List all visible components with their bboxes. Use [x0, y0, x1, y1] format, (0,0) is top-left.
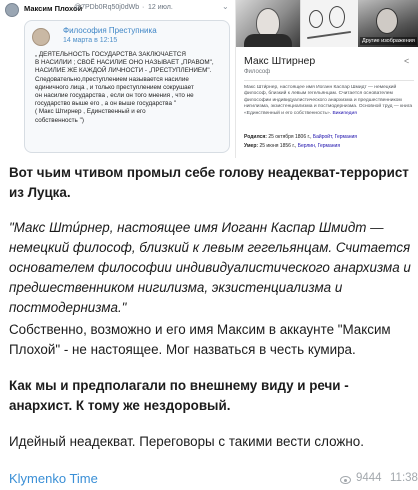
fact-link: Байройт, Германия [312, 134, 358, 140]
view-count: 9444 [356, 472, 382, 484]
tweet-embedded-post [24, 20, 230, 153]
portrait-photo [236, 0, 300, 47]
embed-channel-name: Философия Преступника [63, 26, 157, 35]
tweet-handle: @7PDb0Rq50j0dWb [74, 4, 140, 11]
post-paragraph-bold: Как мы и предполагали по внешнему виду и речи - анархист. К тому же нездоровый. [9, 378, 349, 413]
embed-quote-text: „ ДЕЯТЕЛЬНОСТЬ ГОСУДАРСТВА ЗАКЛЮЧАЕТСЯ В НАСИЛИИ ; СВОЁ НАСИЛИЕ ОНО НАЗЫВАЕТ „ПРАВОМ", НАСИЛИЕ ЖЕ КАЖДОЙ ЛИЧНОСТИ - „ПРЕСТУПЛЕНИЕМ". Следовательно,преступлением называется насилие единичного лица , и только преступлением сокрушает он насилие государства , если он того мнения , что не государство выше его , а он выше государства " ( Макс Штирнер , Единственный и его собственность ") [35, 51, 214, 124]
fact-born [244, 134, 357, 140]
panel-title: Макс Штирнер [244, 55, 316, 67]
fact-label: Родился: [244, 134, 267, 140]
channel-avatar [32, 28, 50, 46]
fact-value: 25 июня 1856 г., [259, 143, 297, 149]
post-paragraph: Идейный неадекват. Переговоры с такими вести сложно. [9, 434, 364, 449]
panel-description [244, 85, 414, 117]
post-headline: Вот чьим чтивом промыл себе голову неадекват-террорист из Луцка. [9, 165, 409, 200]
divider [244, 80, 414, 81]
post-time: 11:38 [390, 472, 418, 484]
tweet-date: 12 июл. [148, 4, 173, 11]
fact-value: 25 октября 1806 г., [268, 134, 312, 140]
more-images-label: Другие изображения [362, 38, 415, 44]
post-paragraph: Собственно, возможно и его имя Максим в аккаунте "Максим Плохой" - не настоящее. Мог назваться в честь кумира. [9, 322, 391, 357]
embed-quote [35, 51, 225, 125]
tweet-screenshot [0, 0, 236, 158]
post-image[interactable] [0, 0, 418, 158]
description-text: Макс Шти́рнер, настоящее имя Иоганн Каспар Шмидт — немецкий философ, близкий к левым гегельянцам. Считается основателем философии индивидуалистического анархизма и предшественником нигилизма, экзистенциализма и постмодернизма. Основной труд — книга «Единственный и его собственность». [244, 85, 413, 116]
chevron-down-icon: ⌄ [222, 2, 229, 11]
share-icon: < [404, 56, 410, 66]
sketch-image [300, 0, 358, 47]
eye-icon [340, 476, 351, 484]
fact-died [244, 143, 340, 149]
fact-link: Берлин, Германия [297, 143, 341, 149]
embed-date: 14 марта в 12:15 [63, 37, 118, 44]
channel-signature-link[interactable]: Klymenko Time [9, 471, 98, 486]
panel-subtitle: Философ [244, 69, 271, 75]
tweet-avatar [5, 3, 19, 17]
post-quote: "Макс Шти́рнер, настоящее имя Иоганн Каспар Шмидт — немецкий философ, близкий к левым гегельянцам. Считается основателем философии индивидуалистического анархизма и предшественником нигилизма, экзистенциализма и постмодернизма." [9, 220, 411, 315]
source-link: Википедия [332, 110, 357, 116]
tweet-author: Максим Плохой [24, 4, 83, 13]
tweet-separator: · [142, 4, 145, 11]
knowledge-panel [236, 0, 418, 158]
fact-label: Умер: [244, 143, 259, 149]
